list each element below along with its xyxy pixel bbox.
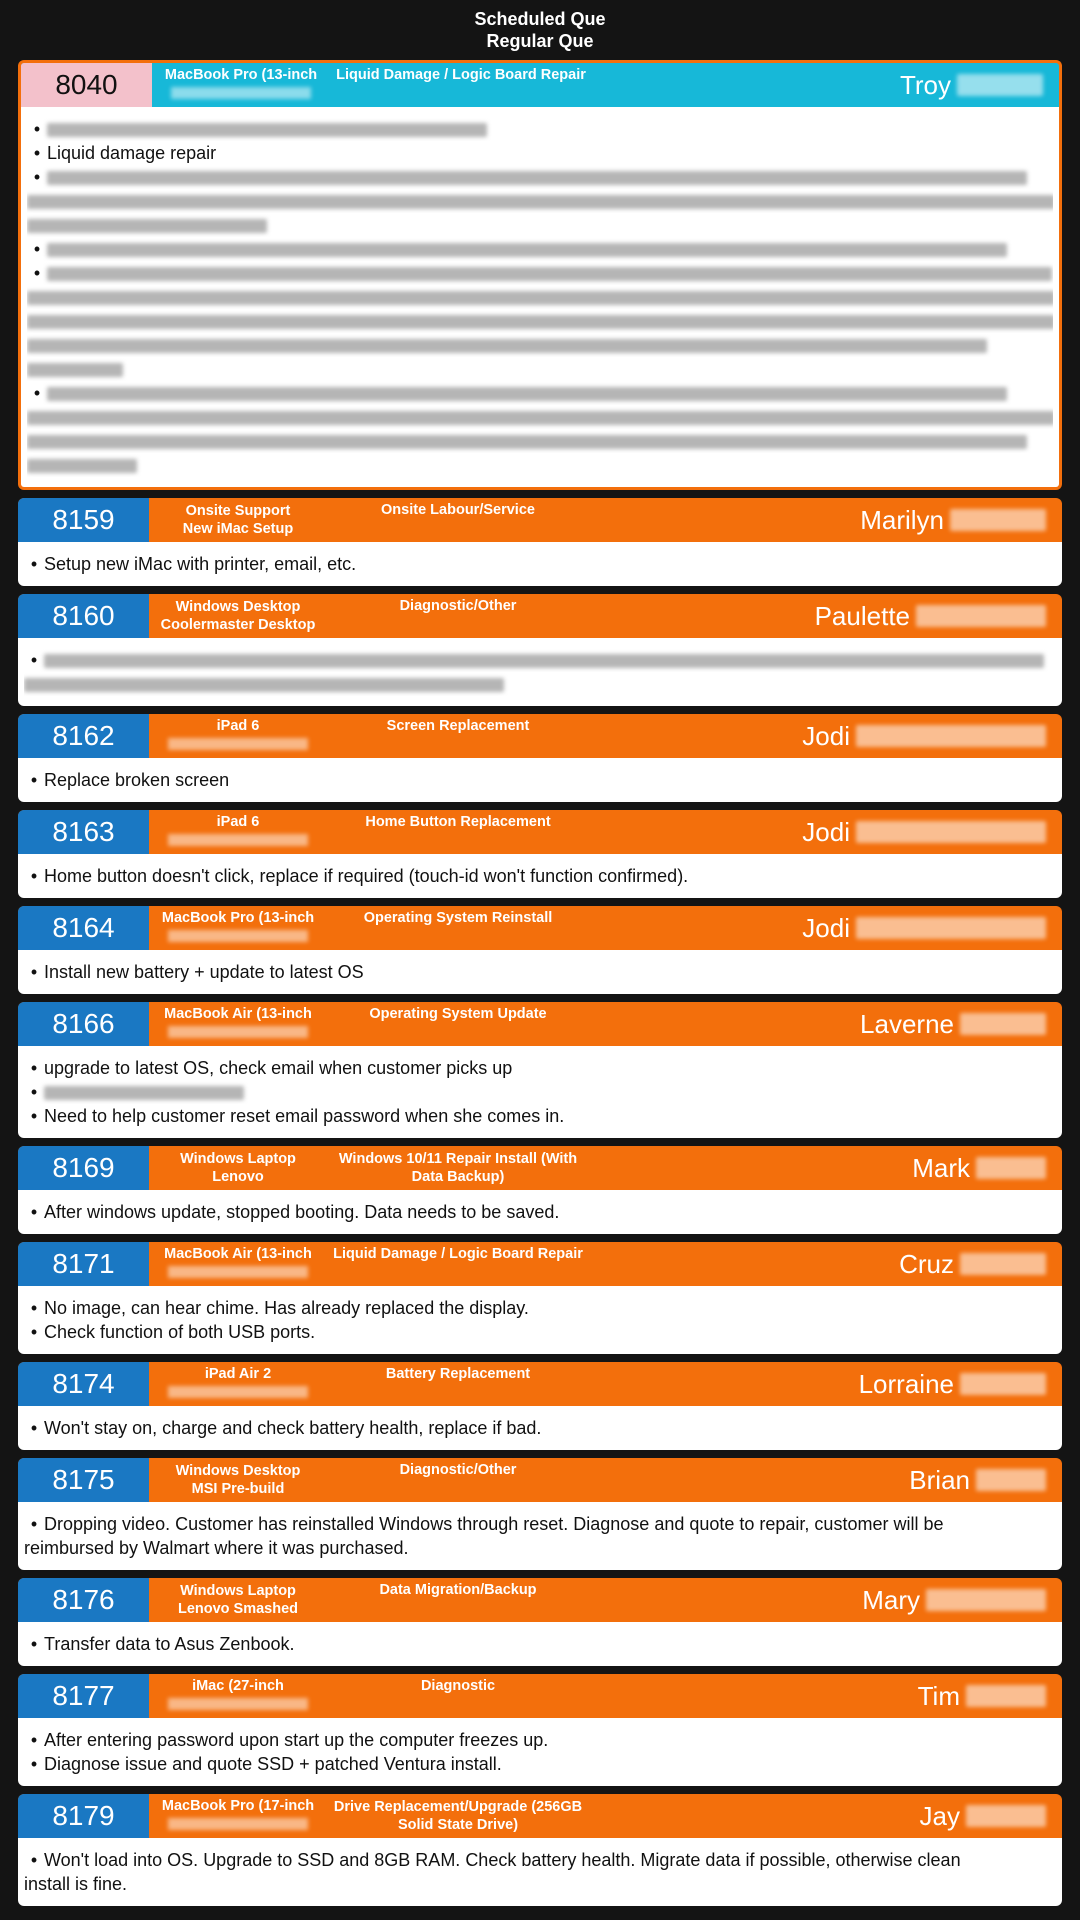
ticket-notes: • Transfer data to Asus Zenbook.: [18, 1622, 1062, 1666]
ticket-id: 8162: [18, 714, 149, 758]
ticket-header: [18, 810, 1062, 854]
ticket-card[interactable]: [18, 714, 1062, 802]
ticket-id: 8164: [18, 906, 149, 950]
ticket-notes: • Replace broken screen: [18, 758, 1062, 802]
ticket-customer: Paulette: [815, 594, 1046, 638]
ticket-customer: Tim: [918, 1674, 1046, 1718]
ticket-device: Windows Laptop Lenovo: [180, 1151, 296, 1185]
ticket-card[interactable]: [18, 1674, 1062, 1786]
ticket-header: [18, 1578, 1062, 1622]
ticket-customer: Jay: [920, 1794, 1046, 1838]
ticket-service: Operating System Reinstall: [363, 910, 553, 926]
ticket-service: Windows 10/11 Repair Install (With Data Backup): [338, 1151, 578, 1185]
ticket-notes: • Won't load into OS. Upgrade to SSD and 8GB RAM. Check battery health. Migrate data if possible, otherwise clean install is fine.: [18, 1838, 1062, 1906]
ticket-notes: • No image, can hear chime. Has already replaced the display. • Check function of both USB ports.: [18, 1286, 1062, 1354]
note-line: reimbursed by Walmart where it was purchased.: [24, 1538, 409, 1558]
ticket-id: 8160: [18, 594, 149, 638]
ticket-service: Onsite Labour/Service: [381, 502, 535, 518]
ticket-device: MacBook Pro (13-inch: [148, 906, 328, 950]
ticket-customer: Troy: [900, 63, 1043, 107]
ticket-card[interactable]: [18, 1458, 1062, 1570]
ticket-notes: • Won't stay on, charge and check battery health, replace if bad.: [18, 1406, 1062, 1450]
ticket-customer: Jodi: [802, 714, 1046, 758]
note-line: Check function of both USB ports.: [44, 1322, 316, 1342]
ticket-card[interactable]: [18, 498, 1062, 586]
ticket-header: [18, 1362, 1062, 1406]
ticket-header: [18, 498, 1062, 542]
ticket-service: Home Button Replacement: [365, 814, 551, 830]
ticket-header: [18, 1674, 1062, 1718]
ticket-header: [18, 1242, 1062, 1286]
note-line: Won't load into OS. Upgrade to SSD and 8GB RAM. Check battery health. Migrate data if possible, otherwise clean: [44, 1850, 961, 1870]
ticket-id: 8175: [18, 1458, 149, 1502]
note-line: Replace broken screen: [44, 770, 230, 790]
ticket-notes: • Dropping video. Customer has reinstalled Windows through reset. Diagnose and quote to repair, customer will be reimbursed by Walmart where it was purchased.: [18, 1502, 1062, 1570]
ticket-service: Drive Replacement/Upgrade (256GB Solid State Drive): [333, 1799, 583, 1833]
note-line: install is fine.: [24, 1874, 128, 1894]
ticket-device: iMac (27-inch: [148, 1674, 328, 1718]
ticket-customer: Mary: [862, 1578, 1046, 1622]
ticket-service: Battery Replacement: [385, 1366, 531, 1382]
ticket-service: Liquid Damage / Logic Board Repair: [336, 67, 586, 83]
ticket-customer: Mark: [912, 1146, 1046, 1190]
ticket-card[interactable]: [18, 906, 1062, 994]
ticket-header: [18, 906, 1062, 950]
ticket-notes: • upgrade to latest OS, check email when customer picks up • • Need to help customer reset email password when she comes in.: [18, 1046, 1062, 1138]
ticket-header: [18, 1458, 1062, 1502]
note-line: No image, can hear chime. Has already replaced the display.: [44, 1298, 529, 1318]
ticket-device: iPad 6: [148, 810, 328, 854]
ticket-notes: •: [18, 638, 1062, 706]
ticket-device: MacBook Air (13-inch: [148, 1002, 328, 1046]
ticket-device: Windows Desktop MSI Pre-build: [175, 1463, 301, 1497]
ticket-id: 8169: [18, 1146, 149, 1190]
ticket-service: Operating System Update: [369, 1006, 547, 1022]
page-subtitle: Regular Que: [486, 31, 594, 51]
ticket-device: Windows Laptop Lenovo Smashed: [177, 1583, 299, 1617]
ticket-device: Windows Desktop Coolermaster Desktop: [160, 599, 316, 633]
ticket-card[interactable]: [18, 60, 1062, 490]
note-line: upgrade to latest OS, check email when customer picks up: [44, 1058, 513, 1078]
ticket-customer: Cruz: [899, 1242, 1046, 1286]
ticket-service: Diagnostic: [420, 1678, 496, 1694]
ticket-id: 8166: [18, 1002, 149, 1046]
note-line: Need to help customer reset email password when she comes in.: [44, 1106, 565, 1126]
ticket-customer: Jodi: [802, 810, 1046, 854]
note-line: After entering password upon start up the computer freezes up.: [44, 1730, 549, 1750]
ticket-notes: • • Liquid damage repair • • • •: [18, 107, 1062, 490]
ticket-service: Data Migration/Backup: [379, 1582, 537, 1598]
ticket-customer: Marilyn: [860, 498, 1046, 542]
page-title: Scheduled Que: [474, 9, 606, 29]
note-line: Setup new iMac with printer, email, etc.: [44, 554, 357, 574]
ticket-id: 8179: [18, 1794, 149, 1838]
ticket-card[interactable]: [18, 1146, 1062, 1234]
ticket-card[interactable]: [18, 810, 1062, 898]
ticket-header: [18, 1002, 1062, 1046]
ticket-card[interactable]: [18, 1362, 1062, 1450]
ticket-notes: • After entering password upon start up the computer freezes up. • Diagnose issue and quote SSD + patched Ventura install.: [18, 1718, 1062, 1786]
ticket-service: Liquid Damage / Logic Board Repair: [333, 1246, 583, 1262]
ticket-id: 8159: [18, 498, 149, 542]
ticket-device: MacBook Pro (17-inch: [148, 1794, 328, 1838]
note-line: Install new battery + update to latest OS: [44, 962, 364, 982]
ticket-id: 8040: [21, 63, 152, 107]
note-line: Liquid damage repair: [47, 143, 217, 163]
ticket-id: 8174: [18, 1362, 149, 1406]
note-line: Dropping video. Customer has reinstalled Windows through reset. Diagnose and quote to repair, customer will be: [44, 1514, 944, 1534]
ticket-service: Screen Replacement: [386, 718, 530, 734]
ticket-customer: Lorraine: [859, 1362, 1046, 1406]
ticket-customer: Jodi: [802, 906, 1046, 950]
ticket-header: [18, 1146, 1062, 1190]
ticket-card[interactable]: [18, 1242, 1062, 1354]
ticket-id: 8176: [18, 1578, 149, 1622]
ticket-notes: • Home button doesn't click, replace if required (touch-id won't function confirmed).: [18, 854, 1062, 898]
ticket-card[interactable]: [18, 1578, 1062, 1666]
note-line: Home button doesn't click, replace if required (touch-id won't function confirmed).: [44, 866, 689, 886]
ticket-device: iPad Air 2: [148, 1362, 328, 1406]
ticket-header: [18, 714, 1062, 758]
ticket-notes: • Setup new iMac with printer, email, etc.: [18, 542, 1062, 586]
ticket-id: 8171: [18, 1242, 149, 1286]
ticket-device: MacBook Air (13-inch: [148, 1242, 328, 1286]
ticket-service: Diagnostic/Other: [399, 1462, 517, 1478]
ticket-list: [18, 60, 1062, 1914]
note-line: Won't stay on, charge and check battery health, replace if bad.: [44, 1418, 542, 1438]
ticket-device: Onsite Support New iMac Setup: [182, 503, 294, 537]
note-line: Diagnose issue and quote SSD + patched Ventura install.: [44, 1754, 502, 1774]
ticket-card[interactable]: [18, 1794, 1062, 1906]
note-line: After windows update, stopped booting. Data needs to be saved.: [44, 1202, 560, 1222]
ticket-customer: Laverne: [860, 1002, 1046, 1046]
ticket-card[interactable]: [18, 594, 1062, 706]
note-line: Transfer data to Asus Zenbook.: [44, 1634, 295, 1654]
ticket-id: 8163: [18, 810, 149, 854]
ticket-card[interactable]: [18, 1002, 1062, 1138]
ticket-notes: • Install new battery + update to latest OS: [18, 950, 1062, 994]
ticket-notes: • After windows update, stopped booting. Data needs to be saved.: [18, 1190, 1062, 1234]
page-header: [0, 0, 1080, 52]
ticket-customer: Brian: [909, 1458, 1046, 1502]
ticket-header: [18, 60, 1062, 107]
ticket-header: [18, 1794, 1062, 1838]
ticket-header: [18, 594, 1062, 638]
ticket-service: Diagnostic/Other: [399, 598, 517, 614]
ticket-device: iPad 6: [148, 714, 328, 758]
ticket-id: 8177: [18, 1674, 149, 1718]
ticket-device: MacBook Pro (13-inch: [151, 63, 331, 107]
